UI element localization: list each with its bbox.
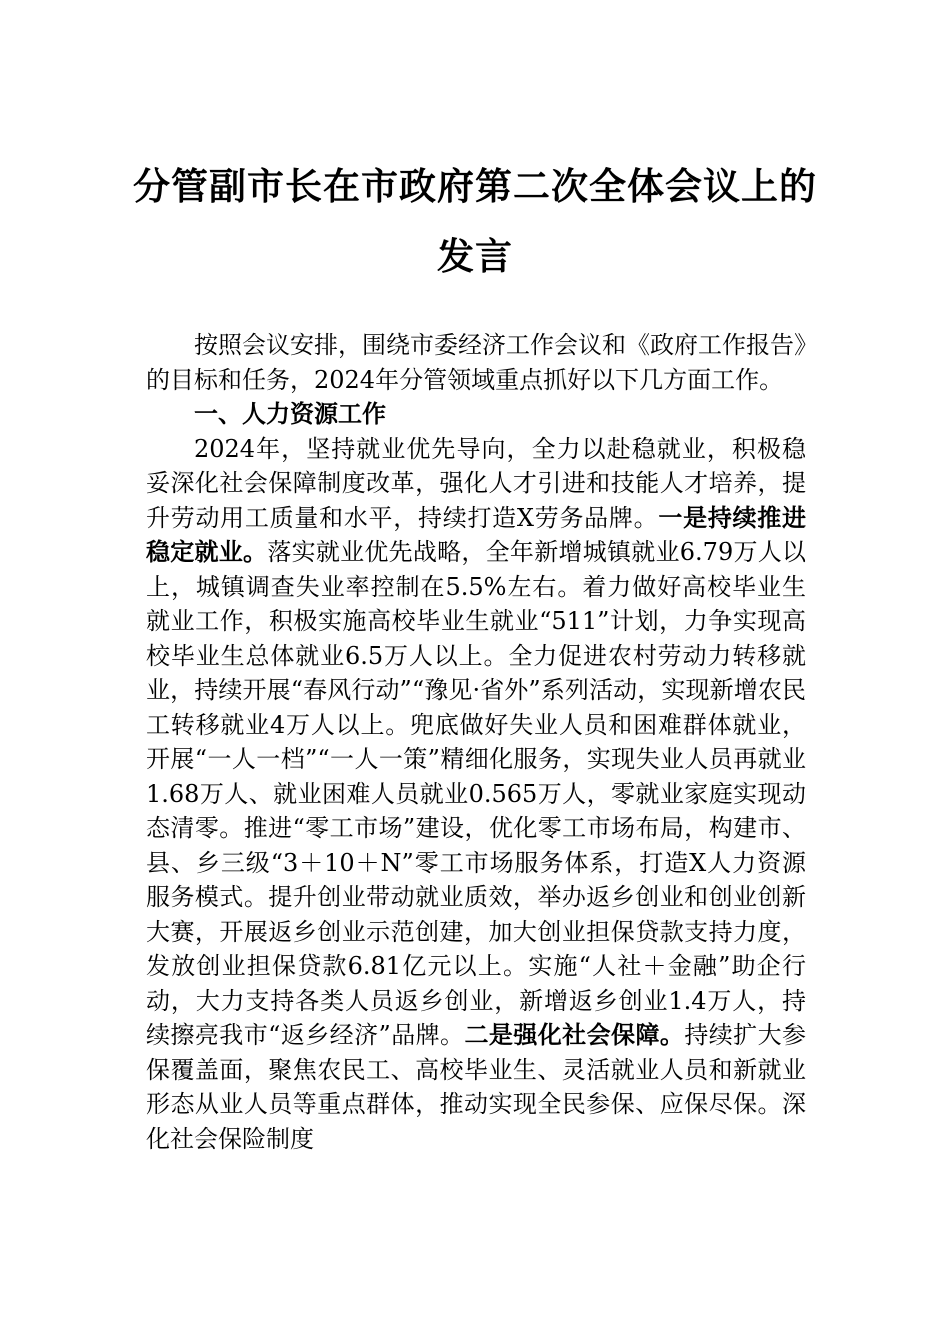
intro-paragraph: 按照会议安排，围绕市委经济工作会议和《政府工作报告》的目标和任务，2024年分管领域重点抓好以下几方面工作。	[146, 331, 806, 394]
paragraph-text-overview: 2024年，坚持就业优先导向，全力以赴稳就业，积极稳妥深化社会保障制度改革，强化人才引进和技能人才培养，提升劳动用工质量和水平，持续打造X劳务品牌。	[146, 434, 806, 532]
title-line-1: 分管副市长在市政府第二次全体会议上的	[133, 165, 817, 208]
section-heading-human-resources: 一、人力资源工作	[194, 400, 386, 428]
body-paragraph	[146, 432, 806, 1157]
paragraph-text-social-security: 持续扩大参保覆盖面，聚焦农民工、高校毕业生、灵活就业人员和新就业形态从业人员等重点群体，推动实现全民参保、应保尽保。深化社会保险制度	[146, 1021, 807, 1153]
document-body	[146, 328, 806, 1156]
document-title	[120, 152, 830, 292]
title-line-2: 发言	[437, 235, 513, 278]
lead-phrase-employment: 一是持续推进稳定就业。	[146, 503, 806, 566]
lead-phrase-social-security: 二是强化社会保障。	[464, 1021, 685, 1049]
paragraph-text-employment: 落实就业优先战略，全年新增城镇就业6.79万人以上，城镇调查失业率控制在5.5%左右。着力做好高校毕业生就业工作，积极实施高校毕业生就业“511”计划，力争实现高校毕业生总体就业6.5万人以上。全力促进农村劳动力转移就业，持续开展“春风行动”“豫见·省外”系列活动，实现新增农民工转移就业4万人以上。兜底做好失业人员和困难群体就业，开展“一人一档”“一人一策”精细化服务，实现失业人员再就业1.68万人、就业困难人员就业0.565万人，零就业家庭实现动态清零。推进“零工市场”建设，优化零工市场布局，构建市、县、乡三级“3＋10＋N”零工市场服务体系，打造X人力资源服务模式。提升创业带动就业质效，举办返乡创业和创业创新大赛，开展返乡创业示范创建，加大创业担保贷款支持力度，发放创业担保贷款6.81亿元以上。实施“人社＋金融”助企行动，大力支持各类人员返乡创业，新增返乡创业1.4万人，持续擦亮我市“返乡经济”品牌。	[146, 538, 806, 1049]
